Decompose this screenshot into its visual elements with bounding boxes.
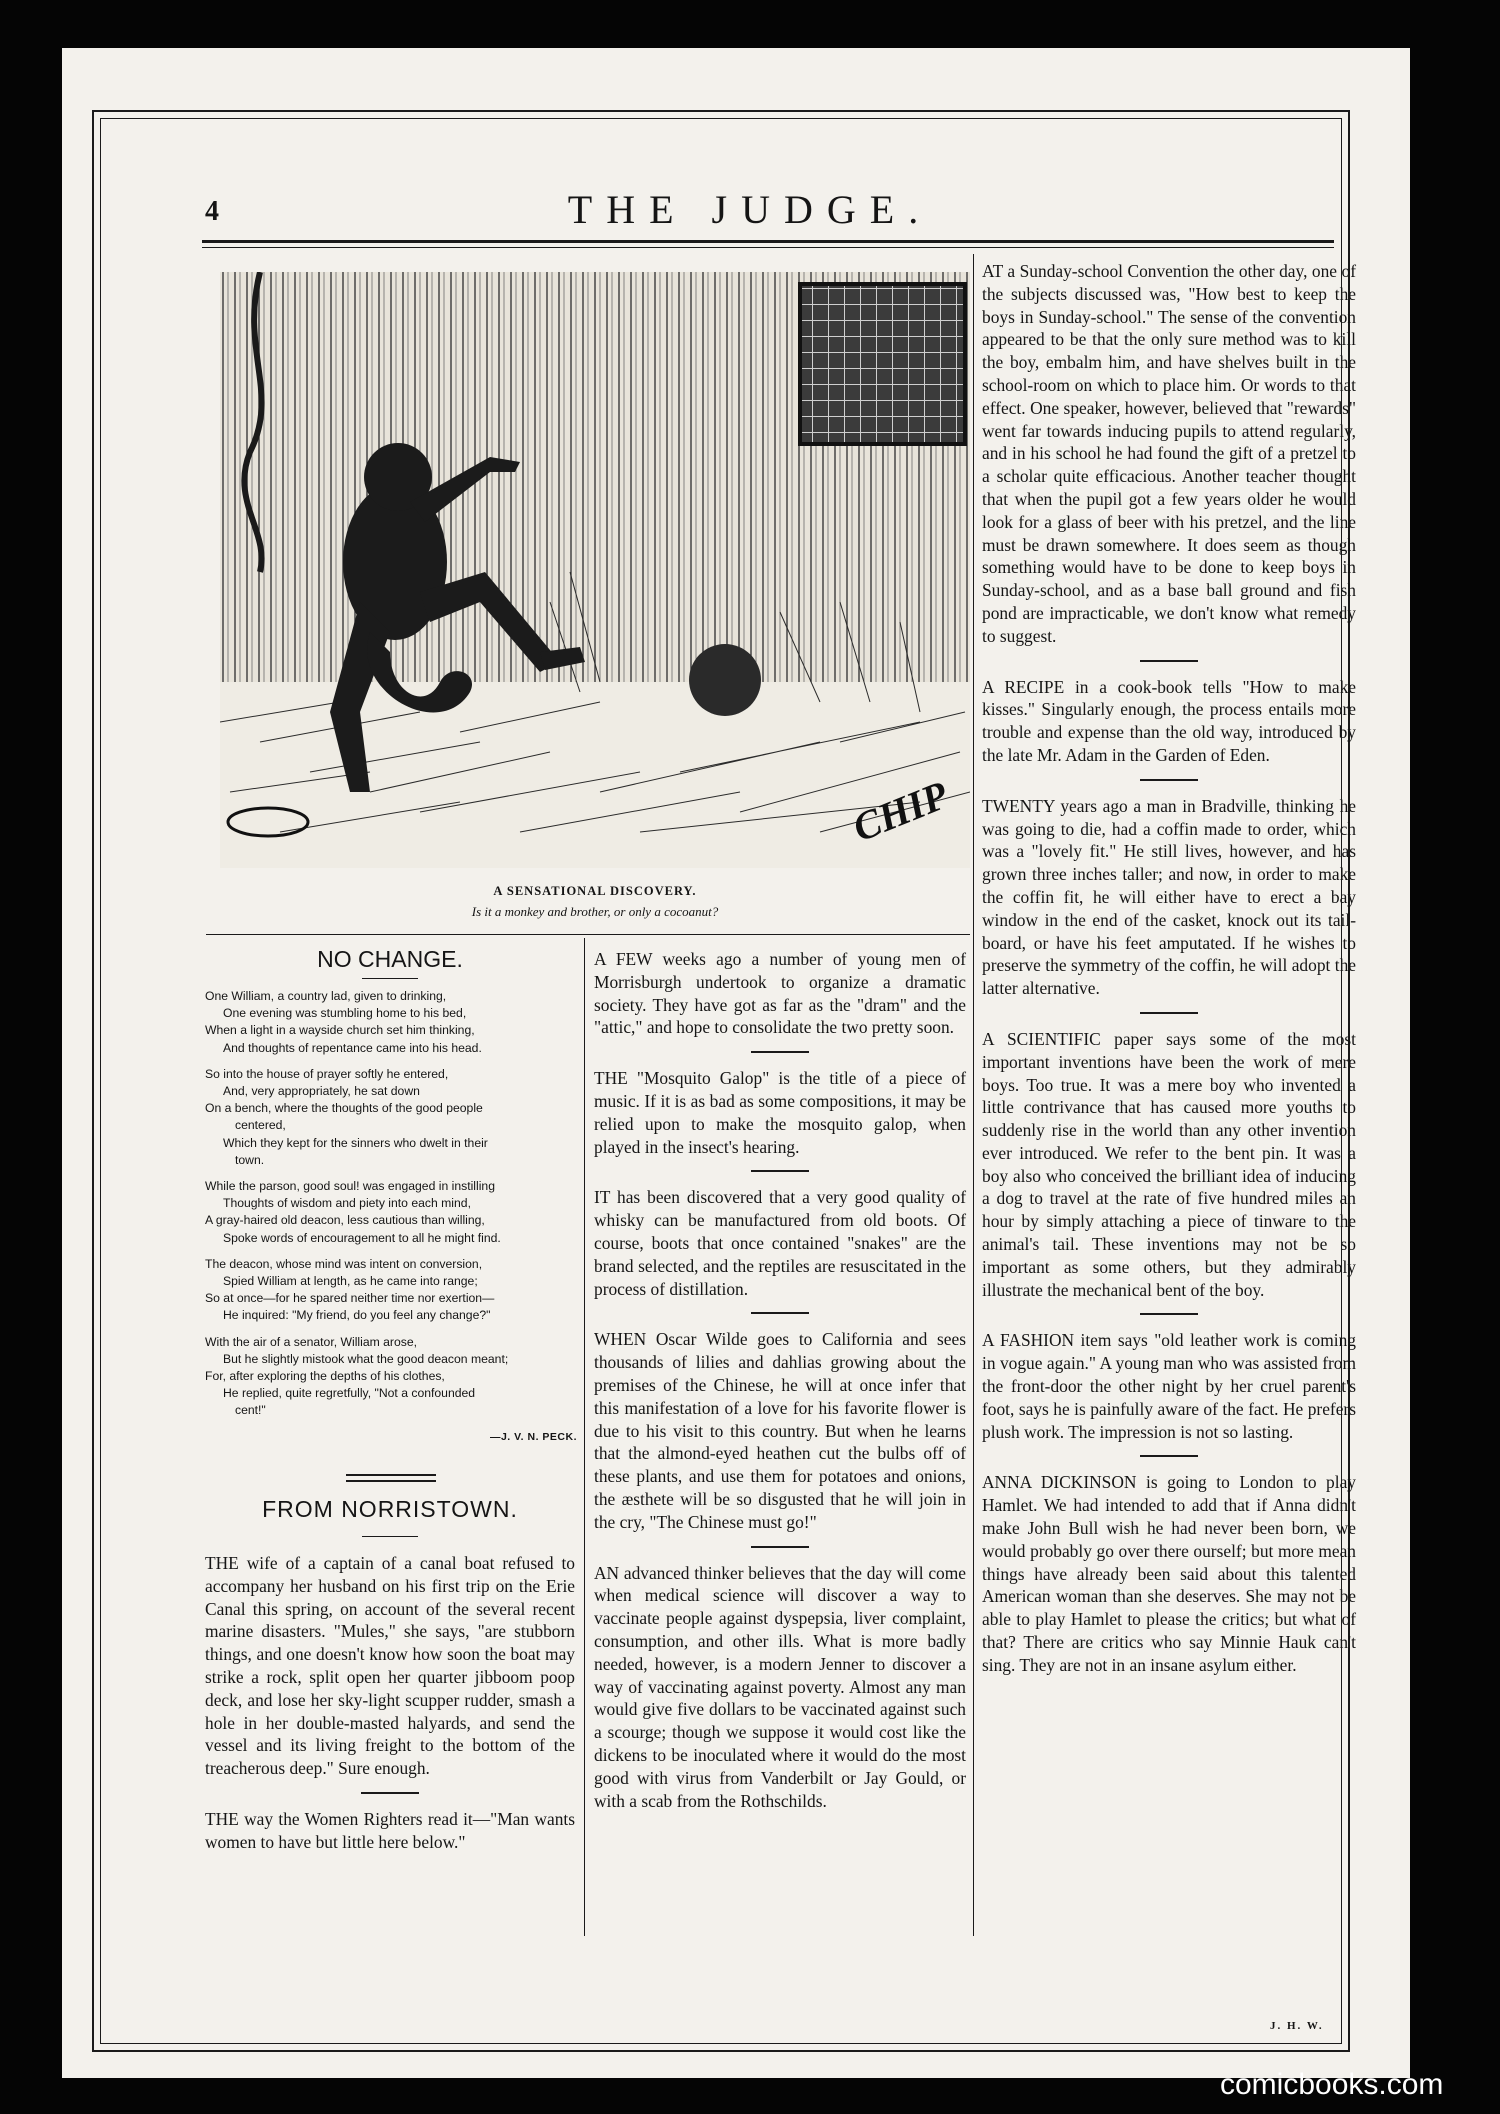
cartoon-caption-title: A SENSATIONAL DISCOVERY.	[493, 884, 697, 898]
poem-line: centered,	[235, 1118, 286, 1133]
poem-line: So at once—for he spared neither time nor exertion—	[205, 1291, 495, 1306]
poem-stanza	[205, 1178, 577, 1247]
norristown-title-rule	[362, 1536, 418, 1537]
header-rule-thin	[202, 247, 1334, 248]
poem-title: NO CHANGE.	[317, 946, 463, 972]
separator	[1140, 1012, 1198, 1014]
poem-line: On a bench, where the thoughts of the good people	[205, 1101, 483, 1116]
poem-stanza	[205, 1334, 577, 1420]
separator	[1140, 660, 1198, 662]
article-signature: J. H. W.	[1270, 2020, 1324, 2032]
poem-line: town.	[235, 1152, 265, 1167]
article-paragraph: THE "Mosquito Galop" is the title of a piece of music. If it is as bad as some compositions, it may be relied upon to make the mosquito galop, when played in the insect's hearing.	[594, 1068, 966, 1157]
cartoon-illustration	[220, 272, 970, 868]
poem-line: Thoughts of wisdom and piety into each mind,	[223, 1196, 471, 1211]
article-paragraph: ANNA DICKINSON is going to London to play Hamlet. We had intended to add that if Anna didn't make John Bull wish he had never been born, we would probably go over there ourself; but more mean things have already been said about this talented American woman than she deserves. She may not be able to play Hamlet to please the critics; but what of that? There are critics who say Minnie Hauk can't sing. They are not in an insane asylum either.	[982, 1472, 1356, 1675]
cocoanut	[689, 644, 761, 716]
poem-line: A gray-haired old deacon, less cautious than willing,	[205, 1213, 485, 1228]
poem-signature: —J. V. N. PECK.	[489, 1430, 577, 1443]
poem-line: When a light in a wayside church set him thinking,	[205, 1023, 475, 1038]
poem-stanza	[205, 988, 577, 1057]
article-paragraph: A RECIPE in a cook-book tells "How to make kisses." Singularly enough, the process entails more trouble and expense than the old way, introduced by the late Mr. Adam in the Garden of Eden.	[982, 676, 1356, 765]
middle-column	[594, 948, 966, 1812]
site-watermark: comicbooks.com	[1220, 2068, 1444, 2101]
norristown-paragraph: THE wife of a captain of a canal boat refused to accompany her husband on his first trip on the Erie Canal this spring, on account of the several recent marine disasters. "Mules," she says, "are stubborn things, and one doesn't know how soon the boat may strike a rock, split open her quarter jibboom poop deck, and lose her sky-light scupper rudder, smash a hole in her double-masted halyards, and send the vessel and its living freight to the bottom of the treacherous deep." Sure enough.	[205, 1553, 575, 1779]
poem-title-rule	[362, 978, 418, 979]
poem-line: One William, a country lad, given to drinking,	[205, 989, 447, 1003]
cartoon-bottom-rule	[206, 934, 970, 935]
poem-line: cent!"	[235, 1403, 266, 1418]
barred-window	[800, 284, 965, 444]
header-rule-thick	[202, 240, 1334, 243]
poem-line: He replied, quite regretfully, "Not a confounded	[223, 1386, 476, 1401]
cartoon-signature: CHIP	[846, 771, 955, 851]
column-divider-middle	[584, 938, 585, 1936]
poem-stanza	[205, 1066, 577, 1169]
column-divider-right	[973, 254, 974, 1936]
poem-line: The deacon, whose mind was intent on conversion,	[205, 1256, 483, 1271]
separator	[751, 1546, 809, 1548]
article-paragraph: A FASHION item says "old leather work is coming in vogue again." A young man who was assisted from the front-door the other night by her cruel parent's foot, says he is painfully aware of the fact. He prefers plush work. The impression is not so lasting.	[982, 1330, 1356, 1442]
norristown-paragraph: THE way the Women Righters read it—"Man wants women to have but little here below."	[205, 1808, 575, 1852]
separator	[1140, 1313, 1198, 1315]
poem-line: So into the house of prayer softly he entered,	[205, 1066, 449, 1081]
poem-line: For, after exploring the depths of his clothes,	[205, 1369, 445, 1384]
poem-body	[205, 988, 577, 1446]
poem-line: He inquired: "My friend, do you feel any change?"	[223, 1308, 491, 1323]
separator	[1140, 1455, 1198, 1457]
separator	[751, 1312, 809, 1314]
article-paragraph: AT a Sunday-school Convention the other day, one of the subjects discussed was, "How best to keep the boys in Sunday-school." The sense of the convention appeared to be that the only sure method was to kill the boy, embalm him, and have shelves built in the school-room on which to place him. Or words to that effect. One speaker, however, believed that "rewards" went far towards inducing pupils to attend regularly, and in his school he had found the gift of a pretzel to a scholar quite efficacious. Another teacher thought that when the pupil got a few years older he would look for a glass of beer with his pretzel, and the line must be drawn somewhere. It does seem as though something would have to be done to keep boys in Sunday-school, and as a base ball ground and fish pond are impracticable, we don't know what remedy to suggest.	[982, 261, 1356, 646]
separator	[751, 1051, 809, 1053]
poem-line: And, very appropriately, he sat down	[223, 1084, 420, 1099]
poem-stanza	[205, 1256, 577, 1325]
poem-line: One evening was stumbling home to his bed,	[223, 1006, 467, 1021]
poem-line: Spied William at length, as he came into range;	[223, 1274, 478, 1289]
poem-line: And thoughts of repentance came into his head.	[223, 1040, 482, 1055]
poem-line: Spoke words of encouragement to all he might find.	[223, 1230, 501, 1245]
section-double-rule	[346, 1474, 436, 1476]
poem-line: Which they kept for the sinners who dwelt in their	[223, 1135, 488, 1150]
article-paragraph: TWENTY years ago a man in Bradville, thinking he was going to die, had a coffin made to order, which was a "lovely fit." He still lives, however, and has grown three inches taller; and now, in order to make the coffin fit, he will either have to erect a bay window in the end of the casket, knock out its tail-board, or have his feet amputated. If he wishes to preserve the symmetry of the coffin, he will adopt the latter alternative.	[982, 795, 1356, 999]
poem-line: With the air of a senator, William arose,	[205, 1334, 418, 1349]
cartoon-caption-subtitle: Is it a monkey and brother, or only a cocoanut?	[471, 904, 719, 919]
separator	[361, 1792, 419, 1794]
article-paragraph: WHEN Oscar Wilde goes to California and sees thousands of lilies and dahlias growing about the premises of the Chinese, he will at once infer that this manifestation of a love for his favorite flower is due to his visit to this country. But when he learns that the almond-eyed heathen cut the bulbs off of these plants, and use them for potatoes and onions, the æsthete will be so disgusted that he will join in the cry, "The Chinese must go!"	[594, 1329, 966, 1532]
separator	[751, 1170, 809, 1172]
article-paragraph: IT has been discovered that a very good quality of whisky can be manufactured from old boots. Of course, boots that once contained "snakes" are the brand selected, and the reptiles are resuscitated in the process of distillation.	[594, 1187, 966, 1299]
cartoon-drawing	[220, 272, 970, 868]
masthead-title: THE JUDGE.	[567, 187, 933, 232]
separator	[1140, 779, 1198, 781]
article-paragraph: A SCIENTIFIC paper says some of the most important inventions have been the work of mere boys. Too true. It was a mere boy who invented a little contrivance that has caused more youths to suddenly rise in the world than any other invention ever introduced. We refer to the bent pin. It was a boy also who conceived the brilliant idea of inducing a dog to travel at the rate of five hundred miles an hour by simply attaching a piece of tinware to the animal's tail. These inventions may not be so important as some others, but they admirably illustrate the mechanical bent of the boy.	[982, 1028, 1356, 1300]
article-paragraph: A FEW weeks ago a number of young men of Morrisburgh undertook to organize a dramatic society. They have got as far as the "dram" and the "attic," and hope to consolidate the two pretty soon.	[594, 949, 966, 1038]
poem-line: But he slightly mistook what the good deacon meant;	[223, 1351, 509, 1366]
article-paragraph: AN advanced thinker believes that the day will come when medical science will discover a way to vaccinate people against dyspepsia, liver complaint, consumption, and other ills. What is more badly needed, however, is a modern Jenner to discover a way of vaccinating against poverty. Almost any man would give five dollars to be vaccinated against such a scourge; though we suppose it would cost like the dickens to be inoculated where it would do the most good with virus from Vanderbilt or Jay Gould, or with a scab from the Rothschilds.	[594, 1562, 966, 1811]
poem-line: While the parson, good soul! was engaged in instilling	[205, 1179, 495, 1194]
right-column	[982, 260, 1356, 1677]
page-number: 4	[205, 196, 219, 227]
norristown-column	[205, 1552, 575, 1854]
norristown-title: FROM NORRISTOWN.	[262, 1496, 518, 1522]
section-double-rule	[346, 1480, 436, 1482]
